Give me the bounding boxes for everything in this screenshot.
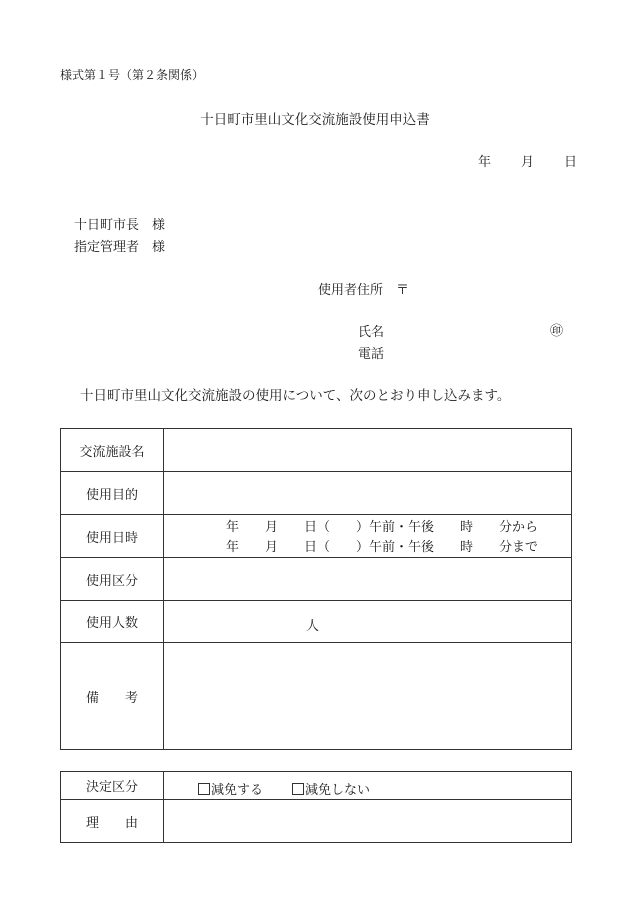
people-label: 使用人数 [61,601,164,643]
seal-mark: ㊞ [550,324,564,339]
table-row [61,643,572,750]
applicant-address-label: 使用者住所 〒 [318,283,410,298]
facility-name-field[interactable] [164,429,572,472]
addressee-mayor: 十日町市長 様 [74,218,166,233]
application-date [478,156,577,169]
document-title: 十日町市里山文化交流施設使用申込書 [200,112,430,128]
applicant-phone-label: 電話 [358,347,385,362]
table-row [61,515,572,558]
decision-table [60,771,572,843]
not-exempt-option-label: 減免しない [305,783,371,798]
not-exempt-option[interactable] [292,779,370,798]
datetime-field[interactable] [164,515,572,558]
datetime-to-line: 年 月 日（ ）午前・午後 時 分まで [226,540,539,555]
people-field[interactable] [164,601,572,643]
table-row [61,800,572,843]
remarks-label: 備 考 [61,643,164,750]
datetime-label: 使用日時 [61,515,164,558]
category-label: 使用区分 [61,558,164,601]
purpose-field[interactable] [164,472,572,515]
exempt-option[interactable] [198,779,263,798]
decision-label: 決定区分 [61,772,164,800]
people-unit: 人 [306,619,320,634]
datetime-from-line: 年 月 日（ ）午前・午後 時 分から [226,520,539,535]
reason-field[interactable] [164,800,572,843]
checkbox-icon[interactable] [198,783,210,795]
date-month-label: 月 [521,155,535,170]
table-row [61,772,572,800]
date-day-label: 日 [564,155,578,170]
date-year-label: 年 [478,155,492,170]
remarks-field[interactable] [164,643,572,750]
table-row [61,429,572,472]
applicant-name-label: 氏名 [358,325,385,340]
form-number: 様式第１号（第２条関係） [60,68,205,82]
application-table [60,428,572,750]
intro-statement: 十日町市里山文化交流施設の使用について、次のとおり申し込みます。 [80,388,511,404]
table-row [61,601,572,643]
reason-label: 理 由 [61,800,164,843]
addressee-manager: 指定管理者 様 [74,240,166,255]
checkbox-icon[interactable] [292,783,304,795]
table-row [61,558,572,601]
category-field[interactable] [164,558,572,601]
table-row [61,472,572,515]
facility-name-label: 交流施設名 [61,429,164,472]
exempt-option-label: 減免する [211,783,264,798]
purpose-label: 使用目的 [61,472,164,515]
decision-field [164,772,572,800]
